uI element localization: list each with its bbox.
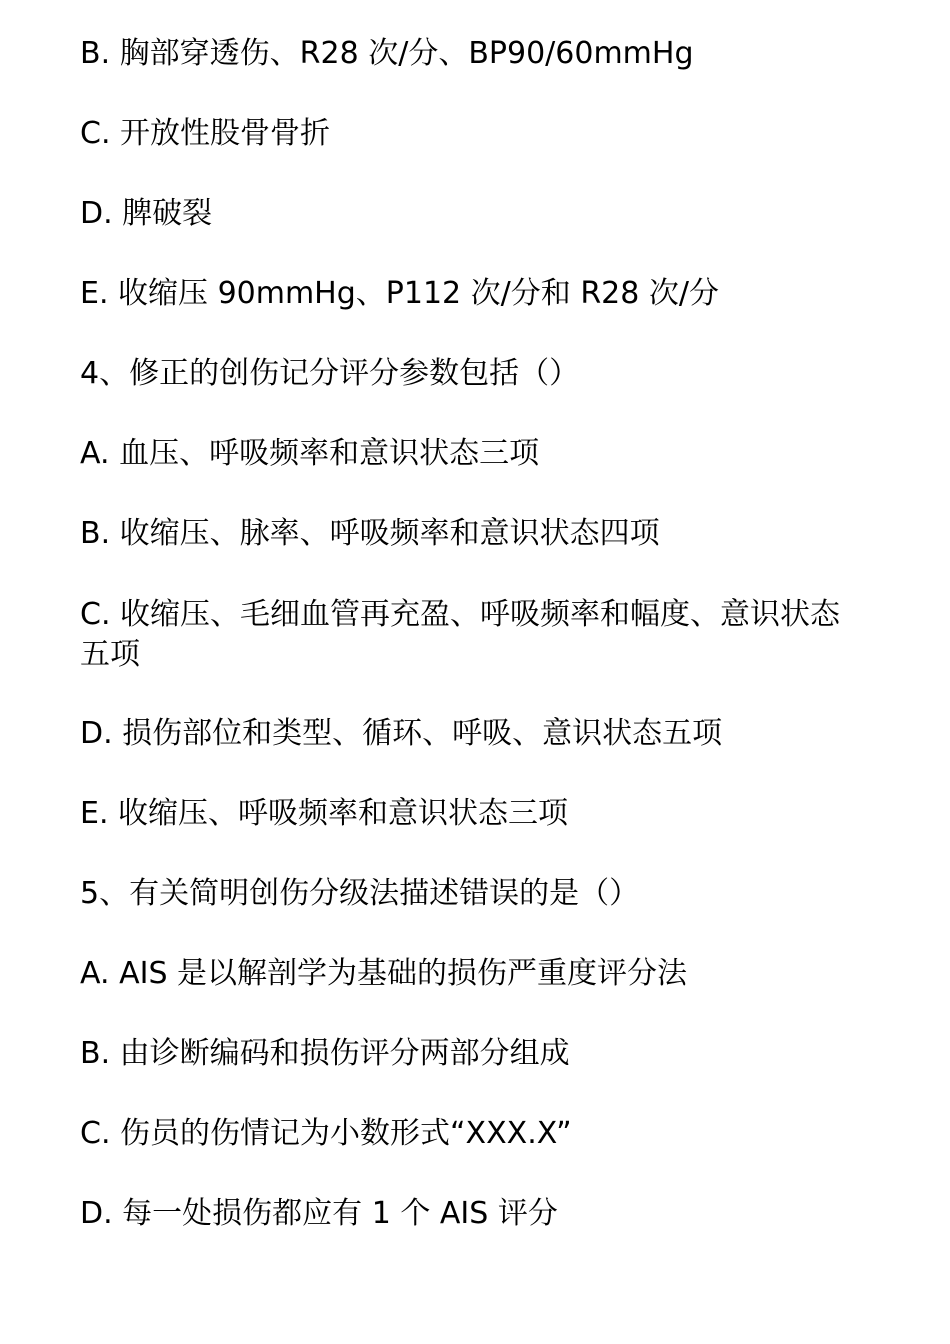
option-5b: B. 由诊断编码和损伤评分两部分组成 — [80, 1036, 570, 1071]
question-4: 4、修正的创伤记分评分参数包括（） — [80, 356, 580, 391]
option-3b: B. 胸部穿透伤、R28 次/分、BP90/60mmHg — [80, 36, 694, 71]
question-5: 5、有关简明创伤分级法描述错误的是（） — [80, 876, 640, 911]
option-5a: A. AIS 是以解剖学为基础的损伤严重度评分法 — [80, 956, 688, 991]
option-3d: D. 脾破裂 — [80, 196, 213, 231]
option-4d: D. 损伤部位和类型、循环、呼吸、意识状态五项 — [80, 716, 723, 751]
option-5c: C. 伤员的伤情记为小数形式“XXX.X” — [80, 1116, 572, 1151]
option-4a: A. 血压、呼吸频率和意识状态三项 — [80, 436, 540, 471]
option-4e: E. 收缩压、呼吸频率和意识状态三项 — [80, 796, 569, 831]
option-4b: B. 收缩压、脉率、呼吸频率和意识状态四项 — [80, 516, 660, 551]
option-5d: D. 每一处损伤都应有 1 个 AIS 评分 — [80, 1196, 558, 1231]
option-3c: C. 开放性股骨骨折 — [80, 116, 331, 151]
option-3e: E. 收缩压 90mmHg、P112 次/分和 R28 次/分 — [80, 276, 719, 311]
option-4c: C. 收缩压、毛细血管再充盈、呼吸频率和幅度、意识状态五项 — [80, 597, 841, 672]
